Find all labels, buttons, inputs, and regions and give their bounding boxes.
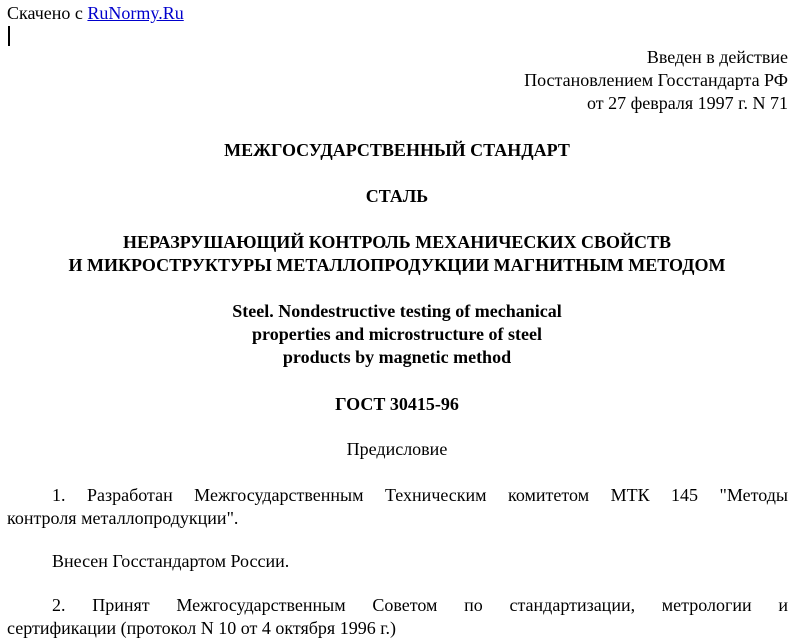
runormy-link[interactable]: RuNormy.Ru [87, 3, 184, 23]
standard-name-line-2: И МИКРОСТРУКТУРЫ МЕТАЛЛОПРОДУКЦИИ МАГНИТНЫМ МЕТОДОМ [68, 255, 726, 275]
foreword-paragraph-3-line-1: 2. Принят Межгосударственным Советом по стандартизации, метрологии и [52, 595, 788, 615]
enactment-block [524, 46, 788, 115]
foreword-paragraph-3 [7, 594, 788, 640]
text-cursor [8, 26, 10, 46]
download-source-line [7, 2, 184, 25]
subject-heading: СТАЛЬ [365, 186, 429, 206]
foreword-paragraph-1 [7, 484, 788, 530]
foreword-paragraph-2 [7, 550, 788, 573]
standard-code: ГОСТ 30415-96 [335, 394, 459, 414]
enactment-line-1: Введен в действие [646, 47, 788, 67]
english-title-line-2: properties and microstructure of steel [252, 324, 542, 344]
enactment-line-2: Постановлением Госстандарта РФ [524, 70, 788, 90]
standard-type-heading: МЕЖГОСУДАРСТВЕННЫЙ СТАНДАРТ [224, 140, 570, 160]
foreword-paragraph-1-line-2: контроля металлопродукции". [7, 508, 239, 528]
download-source-prefix: Скачено с [7, 3, 83, 23]
standard-name-line-1: НЕРАЗРУШАЮЩИЙ КОНТРОЛЬ МЕХАНИЧЕСКИХ СВОЙСТВ [122, 232, 671, 252]
foreword-paragraph-2-line-1: Внесен Госстандартом России. [52, 551, 290, 571]
foreword-paragraph-1-line-1: 1. Разработан Межгосударственным Техническим комитетом МТК 145 "Методы [52, 485, 788, 505]
english-title-line-3: products by magnetic method [282, 347, 512, 367]
english-title-line-1: Steel. Nondestructive testing of mechanical [232, 301, 562, 321]
foreword-heading: Предисловие [346, 439, 448, 459]
foreword-paragraph-3-line-2: сертификации (протокол N 10 от 4 октября 1996 г.) [7, 618, 397, 638]
enactment-line-3: от 27 февраля 1997 г. N 71 [586, 93, 788, 113]
